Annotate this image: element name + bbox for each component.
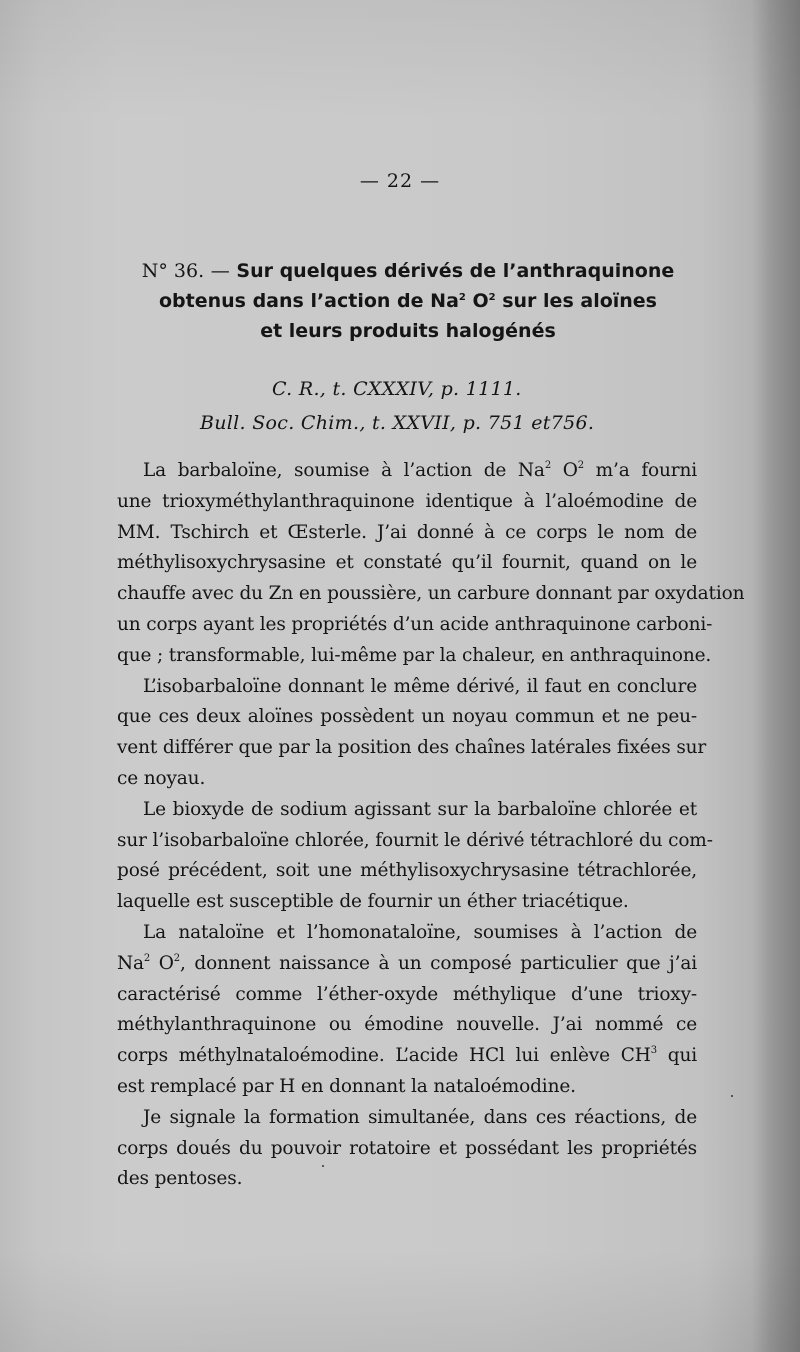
paragraph-line: vent différer que par la position des chaînes latérales fixées sur — [117, 737, 707, 759]
paragraph-line: chauffe avec du Zn en poussière, un carbure donnant par oxydation — [117, 583, 745, 605]
title-sup: 2 — [488, 292, 496, 303]
paragraph-line: est remplacé par H en donnant la nataloémodine. — [117, 1075, 576, 1097]
paragraph-line: MM. Tschirch et Œsterle. J’ai donné à ce corps le nom de — [117, 521, 697, 543]
paragraph-line: méthylisoxychrysasine et constaté qu’il fournit, quand on le — [117, 552, 697, 574]
title-line-3: et leurs produits halogénés — [260, 320, 556, 342]
paragraph-line: corps méthylnataloémodine. L’acide HCl lui enlève $CH^3$ qui — [117, 1045, 697, 1067]
paragraph-line: une trioxyméthylanthraquinone identique à l’aloémodine de — [117, 490, 697, 512]
paragraph-line: caractérisé comme l’éther-oxyde méthylique d’une trioxy- — [117, 983, 697, 1005]
print-speck — [731, 1095, 733, 1097]
title-sup: 2 — [458, 292, 466, 303]
paragraph-line: méthylanthraquinone ou émodine nouvelle. J’ai nommé ce — [117, 1014, 697, 1036]
paragraph-line: corps doués du pouvoir rotatoire et possédant les propriétés — [117, 1137, 697, 1159]
paragraph-line: Na$^2$ $O^2$, donnent naissance à un composé particulier que j’ai — [117, 952, 697, 974]
paragraph-line: que ; transformable, lui-même par la chaleur, en anthraquinone. — [117, 644, 712, 666]
page-shading-bottom — [0, 1250, 800, 1352]
paragraph-line: sur l’isobarbaloïne chlorée, fournit le dérivé tétrachloré du com- — [117, 829, 713, 851]
title-line-2 — [108, 286, 708, 316]
title-text-2b: O — [465, 290, 489, 312]
title-dash: — — [210, 260, 230, 282]
article-body — [117, 456, 745, 1195]
page-number: — 22 — — [359, 170, 441, 192]
paragraph-line: des pentoses. — [117, 1168, 243, 1190]
paragraph-line: ce noyau. — [117, 767, 206, 789]
paragraph-line: laquelle est susceptible de fournir un éther triacétique. — [117, 891, 629, 913]
title-text-2a: obtenus dans l’action de Na — [158, 290, 459, 312]
article-number: N° 36. — [141, 260, 205, 282]
title-text-1: Sur quelques dérivés de l’anthraquinone — [236, 260, 675, 282]
reference-comptes-rendus: C. R., t. CXXXIV, p. 1111. — [272, 378, 522, 400]
article-title — [108, 256, 708, 346]
paragraph-line: posé précédent, soit une méthylisoxychrysasine tétrachlorée, — [117, 860, 697, 882]
paragraph-line: Je signale la formation simultanée, dans ces réactions, de — [143, 1106, 697, 1128]
reference-bulletin: Bull. Soc. Chim., t. XXVII, p. 751 et756. — [200, 412, 595, 434]
paragraph-line: L’isobarbaloïne donnant le même dérivé, il faut en conclure — [143, 675, 697, 697]
print-speck — [322, 1165, 324, 1167]
paragraph-line: un corps ayant les propriétés d’un acide anthraquinone carboni- — [117, 613, 713, 635]
paragraph-line: La barbaloïne, soumise à l’action de Na$^2$ $O^2$ m’a fourni — [143, 460, 698, 481]
title-text-2c: sur les aloïnes — [495, 290, 657, 312]
page-shading-top — [0, 0, 800, 120]
paragraph-line: La nataloïne et l’homonataloïne, soumises à l’action de — [143, 921, 697, 943]
title-line-1 — [108, 256, 708, 286]
paragraph-line: Le bioxyde de sodium agissant sur la barbaloïne chlorée et — [143, 798, 697, 820]
paragraph-line: que ces deux aloïnes possèdent un noyau commun et ne peu- — [117, 706, 697, 728]
